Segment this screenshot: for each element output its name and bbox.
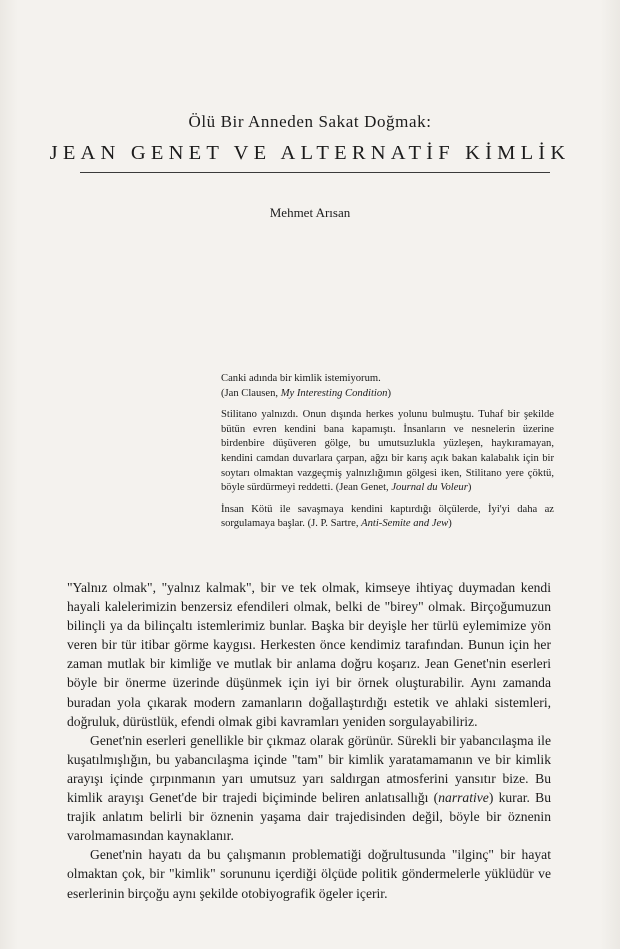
author-name: Mehmet Arısan	[269, 205, 351, 220]
title-divider	[80, 172, 550, 173]
epigraph-2	[221, 408, 554, 496]
epigraph-source-prefix: (J. P. Sartre,	[304, 518, 362, 530]
paragraph-2-part-2: ) kurar. Bu trajik anlatım belirli bir öznenin yaşama dair trajedisinden değil, böyle bir öznenin varolmamasından kaynaklanır.	[67, 790, 551, 844]
epigraph-source-prefix: (Jean Genet,	[333, 482, 392, 494]
epigraph-source-prefix: (Jan Clausen,	[221, 387, 281, 399]
epigraph-source-work: Anti-Semite and Jew	[361, 518, 449, 530]
paragraph-3: Genet'nin hayatı da bu çalışmanın problematiği doğrultusunda "ilginç" bir hayat olmaktan çok, bir "kimlik" sorununu içerdiği ölçüde politik göndermelerle yüklüdür ve eserlerinin birçoğu aynı şekilde otobiyografik ögeler içerir.	[67, 847, 551, 901]
paragraph-2-part-1: Genet'nin eserleri genellikle bir çıkmaz olarak görünür. Sürekli bir yabancılaşma ile kuşatılmışlığın, bu yabancılaşma içinde "tam" bir kimlik yaratamamanın ve bir kimlik arayışı içinde çırpınmanın yarı umutsuz yarı saldırgan atmosferini yansıtır bize. Bu kimlik arayışı Genet'de bir trajedi biçiminde beliren anlatısallığı (	[67, 732, 551, 806]
body-text	[67, 578, 551, 903]
epigraph-source-suffix: )	[387, 387, 391, 399]
epigraph-source-suffix: )	[448, 518, 452, 530]
epigraphs	[221, 372, 554, 539]
epigraph-text	[221, 408, 554, 496]
epigraph-body: İnsan Kötü ile savaşmaya kendini kaptırdığı ölçülerde, İyi'yi daha az sorgulamaya başlar.	[221, 503, 554, 530]
epigraph-1	[221, 372, 554, 401]
epigraph-text: Canki adında bir kimlik istemiyorum.	[221, 373, 381, 384]
paragraph-1: "Yalnız olmak", "yalnız kalmak", bir ve tek olmak, kimseye ihtiyaç duymadan kendi hayali kalelerimizin benzersiz efendileri olmak, belki de "birey" olmak. Birçoğumuzun bilinçli ya da bilinçaltı istemlerimiz bunlar. Başka bir deyişle her türlü eylemimize yön veren bir tür itibar görme kaygısı. Herkesten önce kendimiz tarafından. Bunun için her zaman mutlak bir kimliğe ve mutlak bir anlama doğru koşarız. Jean Genet'nin eserleri böyle bir önerme üzerinde düşünmek için iyi bir örnek oluşturabilir. Aynı zamanda buradan yola çıkarak modern zamanların doğallaştırdığı estetik ve ahlaki sistemleri, doğruluk, dürüstlük, efendi olmak gibi kavramları yeniden sorgulayabiliriz.	[67, 580, 551, 729]
epigraph-3	[221, 503, 554, 532]
epigraph-source-suffix: )	[467, 482, 472, 494]
epigraph-text	[221, 503, 554, 532]
paragraph-2	[67, 731, 551, 846]
epigraph-source	[221, 387, 554, 402]
paragraph-2-emphasis: narrative	[438, 790, 489, 806]
epigraph-source-work: My Interesting Condition	[280, 387, 388, 399]
title-line-2: JEAN GENET VE ALTERNATİF KİMLİK	[49, 142, 571, 164]
epigraph-source-work: Journal du Voleur	[391, 482, 468, 494]
epigraph-body: Stilitano yalnızdı. Onun dışında herkes yolunu bulmuştu. Tuhaf bir şekilde bütün evren kendini bana kapamıştı. İnsanların ve nesnelerin üzerine birdenbire düşüveren gölge, bu umutsuzlukla yüzleşen, haykıramayan, kendini camdan duvarlara çarpan, ağzı bir karış açık bakan kalabalık için bir soytarı olmaktan vazgeçmiş yalnızlığımın gölgesi iken, Stilitano yere çöktü, böyle sürdürmeyi reddetti.	[221, 409, 554, 494]
title-line-1: Ölü Bir Anneden Sakat Doğmak:	[188, 112, 432, 131]
